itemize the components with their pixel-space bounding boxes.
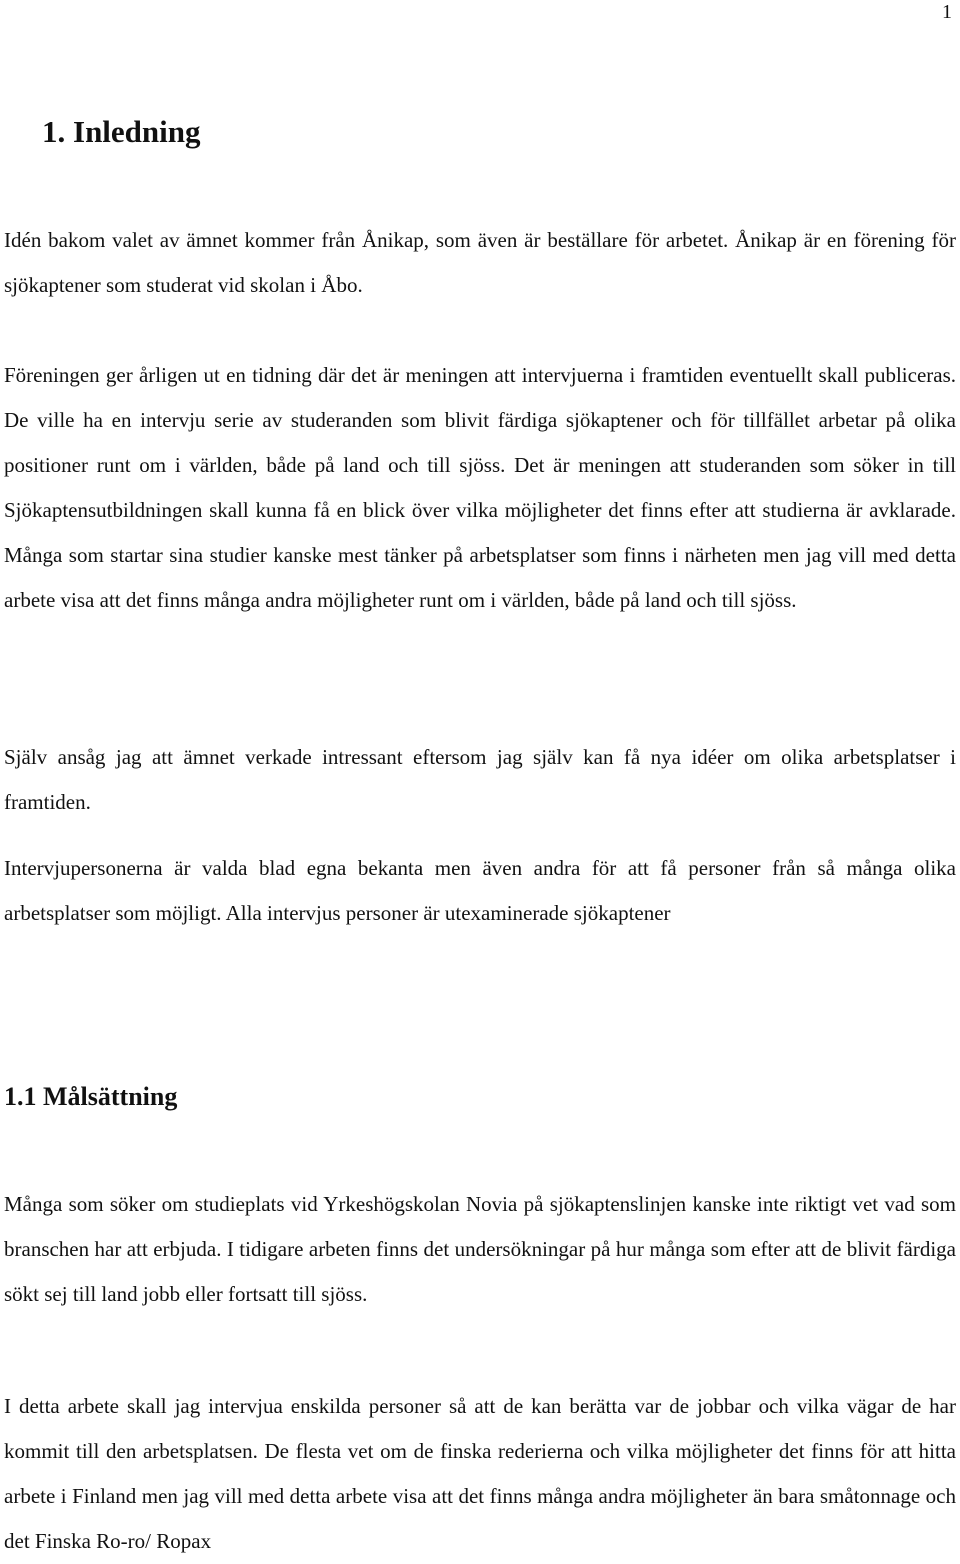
section-heading: 1. Inledning: [42, 114, 201, 149]
paragraph-association: Föreningen ger årligen ut en tidning där det är meningen att intervjuerna i framtiden eventuellt skall publiceras. De ville ha en intervju serie av studeranden som blivit färdiga sjökaptener och för tillfället arbetar på olika positioner runt om i världen, både på land och till sjöss. Det är meningen att studeranden som söker in till Sjökaptensutbildningen skall kunna få en blick över vilka möjligheter det finns efter att studierna är avklarade. Många som startar sina studier kanske mest tänker på arbetsplatser som finns i närheten men jag vill med detta arbete visa att det finns många andra möjligheter runt om i världen, både på land och till sjöss.: [4, 363, 956, 612]
paragraph-goal: Många som söker om studieplats vid Yrkeshögskolan Novia på sjökaptenslinjen kanske inte riktigt vet vad som branschen har att erbjuda. I tidigare arbeten finns det undersökningar på hur många som efter att de blivit färdiga sökt sej till land jobb eller fortsatt till sjöss.: [4, 1192, 956, 1306]
intro-paragraph: Idén bakom valet av ämnet kommer från Ånikap, som även är beställare för arbetet. Ånikap är en förening för sjökaptener som studerat vid skolan i Åbo.: [4, 228, 956, 297]
paragraph-interviewees: Intervjupersonerna är valda blad egna bekanta men även andra för att få personer från så många olika arbetsplatser som möjligt. Alla intervjus personer är utexaminerade sjökaptener: [4, 856, 956, 925]
paragraph-motivation: Själv ansåg jag att ämnet verkade intressant eftersom jag själv kan få nya idéer om olika arbetsplatser i framtiden.: [4, 745, 956, 814]
page-number: 1: [942, 1, 952, 23]
subsection-heading: 1.1 Målsättning: [4, 1082, 178, 1111]
paragraph-method: I detta arbete skall jag intervjua enskilda personer så att de kan berätta var de jobbar och vilka vägar de har kommit till den arbetsplatsen. De flesta vet om de finska rederierna och vilka möjligheter det finns för att hitta arbete i Finland men jag vill med detta arbete visa att det finns många andra möjligheter än bara småtonnage och det Finska Ro-ro/ Ropax: [4, 1394, 956, 1553]
